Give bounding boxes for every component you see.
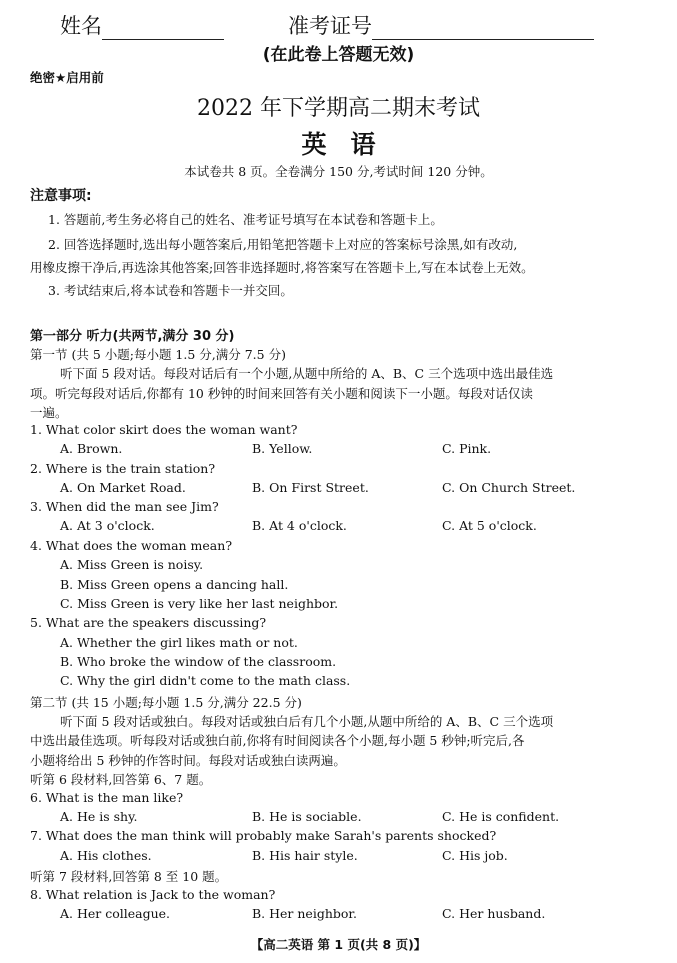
exam-number-field[interactable] [288,10,594,40]
section2-instruction-3: 小题将给出 5 秒钟的作答时间。每段对话或独白读两遍。 [30,753,346,768]
option-b: B. Her neighbor. [252,906,357,921]
material-7-heading: 听第 7 段材料,回答第 8 至 10 题。 [30,869,228,884]
exam-number-blank[interactable] [372,15,594,40]
option-a: A. Her colleague. [60,906,171,921]
note-2-line-2: 用橡皮擦干净后,再选涂其他答案;回答非选择题时,将答案写在答题卡上,写在本试卷上无效。 [30,260,534,275]
subject-title: 英语 [301,130,400,159]
name-blank[interactable] [102,15,224,40]
option-a: A. Whether the girl likes math or not. [60,635,298,650]
option-b: B. His hair style. [252,848,358,863]
exam-number-label: 准考证号 [288,14,372,38]
note-3: 3. 考试结束后,将本试卷和答题卡一并交回。 [48,283,293,298]
candidate-fields [60,10,660,40]
option-a: A. On Market Road. [60,480,186,495]
option-a: A. His clothes. [60,848,152,863]
part1-title: 第一部分 听力(共两节,满分 30 分) [30,329,235,344]
option-c: C. Pink. [442,441,492,456]
question-stem: 4. What does the woman mean? [30,538,233,553]
note-2-line-1: 2. 回答选择题时,选出每小题答案后,用铅笔把答题卡上对应的答案标号涂黑,如有改动, [48,237,518,252]
section2-instruction-2: 中选出最佳选项。听每段对话或独白前,你将有时间阅读各个小题,每小题 5 秒钟;听完后,各 [30,733,525,748]
invalid-answer-note: (在此卷上答题无效) [262,45,415,65]
option-a: A. Brown. [60,441,123,456]
question-stem: 3. When did the man see Jim? [30,499,219,514]
exam-title: 2022 年下学期高二期末考试 [197,96,480,121]
material-6-heading: 听第 6 段材料,回答第 6、7 题。 [30,772,212,787]
option-b: B. He is sociable. [252,809,362,824]
exam-info: 本试卷共 8 页。全卷满分 150 分,考试时间 120 分钟。 [184,164,493,179]
option-c: C. On Church Street. [442,480,576,495]
note-1: 1. 答题前,考生务必将自己的姓名、准考证号填写在本试卷和答题卡上。 [48,212,443,227]
option-c: C. Why the girl didn't come to the math class. [60,673,351,688]
section1-instruction-1: 听下面 5 段对话。每段对话后有一个小题,从题中所给的 A、B、C 三个选项中选出最佳选 [60,366,554,381]
question-stem: 5. What are the speakers discussing? [30,615,267,630]
option-b: B. Who broke the window of the classroom. [60,654,337,669]
option-c: C. His job. [442,848,508,863]
section2-title: 第二节 (共 15 小题;每小题 1.5 分,满分 22.5 分) [30,695,302,710]
option-c: C. He is confident. [442,809,560,824]
option-b: B. At 4 o'clock. [252,518,347,533]
option-c: C. At 5 o'clock. [442,518,537,533]
page-footer: 【高二英语 第 1 页(共 8 页)】 [250,937,427,952]
section2-instruction-1: 听下面 5 段对话或独白。每段对话或独白后有几个小题,从题中所给的 A、B、C 三个选项 [60,714,554,729]
question-stem: 2. Where is the train station? [30,461,216,476]
name-field[interactable] [60,10,224,40]
option-b: B. Miss Green opens a dancing hall. [60,577,289,592]
name-label: 姓名 [60,14,102,38]
option-b: B. On First Street. [252,480,369,495]
confidential-label: 绝密★启用前 [30,70,104,85]
option-c: C. Miss Green is very like her last neighbor. [60,596,339,611]
question-stem: 8. What relation is Jack to the woman? [30,887,276,902]
notes-heading: 注意事项: [30,188,92,204]
question-stem: 1. What color skirt does the woman want? [30,422,298,437]
section1-instruction-2: 项。听完每段对话后,你都有 10 秒钟的时间来回答有关小题和阅读下一小题。每段对话仅读 [30,386,533,401]
option-c: C. Her husband. [442,906,546,921]
question-stem: 6. What is the man like? [30,790,184,805]
option-a: A. Miss Green is noisy. [60,557,204,572]
option-a: A. At 3 o'clock. [60,518,155,533]
option-b: B. Yellow. [252,441,313,456]
question-stem: 7. What does the man think will probably make Sarah's parents shocked? [30,828,497,843]
section1-instruction-3: 一遍。 [30,405,68,420]
section1-title: 第一节 (共 5 小题;每小题 1.5 分,满分 7.5 分) [30,347,286,362]
option-a: A. He is shy. [60,809,138,824]
